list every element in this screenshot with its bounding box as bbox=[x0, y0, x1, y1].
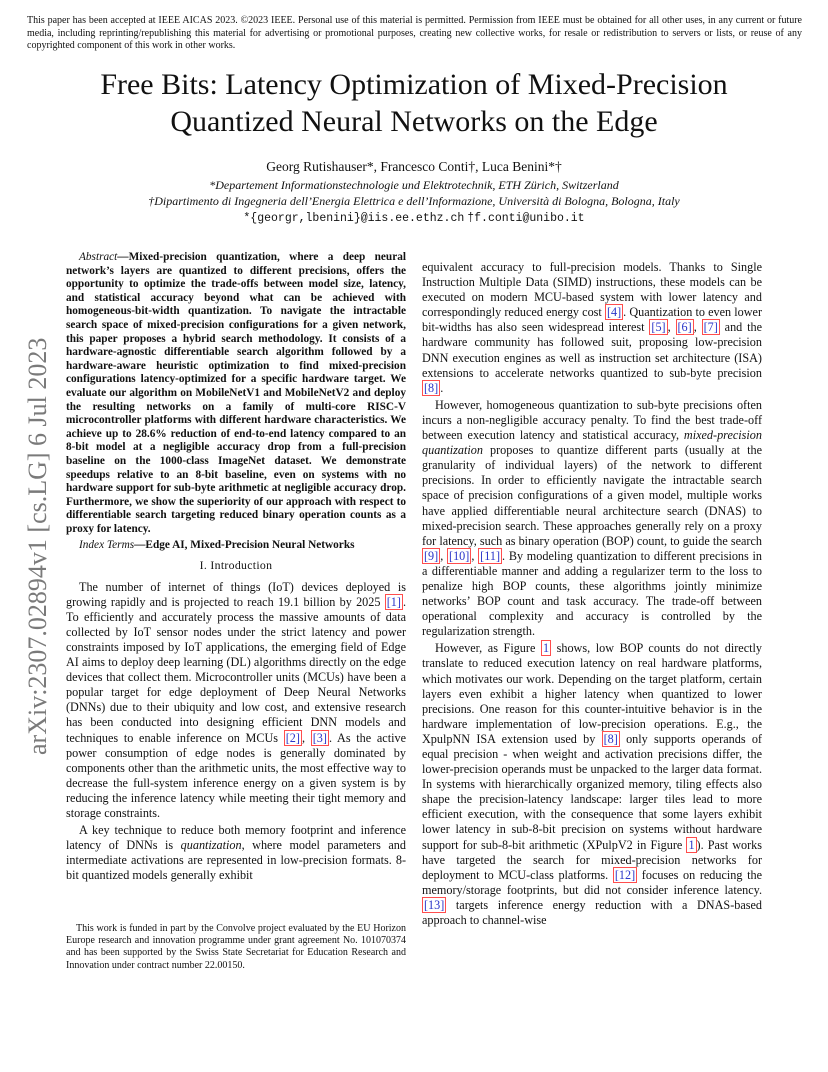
citation-link[interactable]: [4] bbox=[606, 305, 622, 320]
arxiv-identifier[interactable]: arXiv:2307.02894v1 [cs.LG] 6 Jul 2023 bbox=[23, 337, 52, 755]
text-run: However, homogeneous quantization to sub-byte precisions often incurs a non-negligible accuracy penalty. To find the best trade-off between execution latency and statistical accuracy, bbox=[422, 397, 762, 443]
citation-link[interactable]: [7] bbox=[703, 320, 718, 335]
text-run: A key technique to reduce both memory footprint and inference latency of DNNs is bbox=[66, 823, 406, 853]
affiliation-unibo: †Dipartimento di Ingegneria dell’Energia Elettrica e dell’Informazione, Università di Bologna, Bologna, Italy bbox=[148, 194, 680, 208]
title-line-2: Quantized Neural Networks on the Edge bbox=[170, 105, 658, 138]
intro-paragraph-5 bbox=[422, 641, 762, 928]
citation-link[interactable]: [6] bbox=[677, 320, 692, 335]
index-terms bbox=[66, 538, 406, 552]
abstract bbox=[66, 251, 406, 536]
text-run: shows, low BOP counts do not directly translate to reduced execution latency on real hardware platforms, which motivates our work. Depending on the target platform, certain layers even exhibit a higher latency when quantized to lower precisions. One reason for this counter-intuitive behavior is in the hardware implementation of low-precision operations. E.g., the XpulpNN ISA extension used by bbox=[422, 641, 762, 746]
index-terms-label: Index Terms bbox=[79, 539, 135, 552]
citation-link[interactable]: [8] bbox=[603, 731, 618, 746]
citation-link[interactable]: [5] bbox=[651, 320, 666, 335]
text-run: ). Past works have targeted the search for mixed-precision networks for deployment to MCU-class platforms. bbox=[422, 837, 763, 882]
intro-paragraph-4: However, homogeneous quantization to sub-byte precisions often incurs a non-negligible accuracy penalty. To find the best trade-off between execution latency and statistical accuracy, mixed-precision quantization proposes to quantize different parts (usually at the granularity of individual layers) of the network to different precisions. In order to efficiently navigate the intractable search space of precision configurations of a given model, multiple works have applied differentiable neural architecture search (DNAS) to mixed-precision search. These approaches generally rely on a proxy for latency, such as binary operation (BOP) count, to guide the search [9] , [10] , [11] . By modeling quantization to different precisions in a differentiable manner and adding a regularizer term to the loss to penalize high BOP counts, these algorithms jointly minimize networks’ BOP count and task accuracy. The trade-off between operational complexity and accuracy is controlled by the regularization strength. bbox=[422, 397, 762, 639]
text-run: , where model parameters and intermediate activations are represented in low-precision formats. 8-bit quantized models generally exhibit bbox=[66, 838, 406, 883]
text-run: equivalent accuracy to full-precision models. Thanks to Single Instruction Multiple Data (SIMD) instructions, these models can be executed on modern MCU-based system with lower latency and correspondingly reduced energy cost bbox=[422, 260, 762, 320]
intro-paragraph-1: The number of internet of things (IoT) devices deployed is growing rapidly and is projected to reach 19.1 billion by 2025 [1] . To efficiently and accurately process the massive amounts of data collected by IoT sensor nodes under the strict latency and power constraints imposed by IoT applications, the emerging field of Edge AI aims to deploy deep learning (DL) algorithms directly on the edge devices that collect them. Microcontroller units (MCUs) have been a popular target for edge deployment of Deep Neural Networks (DNNs) due to their ubiquity and low cost, and extensive research has been conducted into designing efficient DNN models and techniques to enable inference on MCUs [2] , [3] . As the active power consumption of edge nodes is generally dominated by components other than the arithmetic units, the most effective way to decrease the full-system inference energy on a given system is by reducing the inference latency while meeting their tight memory and storage constraints. bbox=[66, 579, 406, 820]
affiliation-eth: *Departement Informationstechnologie und Elektrotechnik, ETH Zürich, Switzerland bbox=[209, 178, 619, 192]
title-line-1: Free Bits: Latency Optimization of Mixed-Precision bbox=[100, 68, 728, 101]
email-unibo[interactable]: †f.conti@unibo.it bbox=[467, 212, 585, 225]
right-column bbox=[422, 260, 762, 930]
text-run: . As the active power consumption of edge nodes is generally dominated by components other than the arithmetic units, the most effective way to decrease the full-system inference energy on a given system is by reducing the inference latency while meeting their tight memory and storage constraints. bbox=[66, 730, 406, 820]
emphasis: mixed-precision quantization bbox=[422, 428, 762, 458]
text-run: focuses on reducing the memory/storage footprints, but did not consider inference latency. bbox=[422, 867, 762, 897]
left-column bbox=[66, 251, 406, 885]
text-run: . By modeling quantization to different precisions in a differentiable manner and adding a regularizer term to the loss to penalize high BOP counts, these algorithms jointly minimize networks’ BOP count and task accuracy. The trade-off between operational complexity and accuracy is controlled by the regularization strength. bbox=[422, 548, 762, 639]
citation-link[interactable]: [1] bbox=[386, 594, 401, 609]
index-terms-text: —Edge AI, Mixed-Precision Neural Networks bbox=[134, 539, 355, 552]
citation-link[interactable]: [12] bbox=[614, 867, 636, 882]
emphasis: quantization bbox=[180, 838, 242, 853]
figure-link[interactable]: 1 bbox=[688, 837, 695, 852]
text-run: targets inference energy reduction with a DNAS-based approach to channel-wise bbox=[422, 897, 762, 928]
paper-title bbox=[0, 66, 828, 140]
citation-link[interactable]: [8] bbox=[424, 380, 439, 395]
citation-link[interactable]: [10] bbox=[449, 548, 470, 563]
author-emails bbox=[0, 210, 828, 226]
citation-link[interactable]: [11] bbox=[480, 548, 501, 563]
copyright-notice: This paper has been accepted at IEEE AICAS 2023. ©2023 IEEE. Personal use of this material is permitted. Permission from IEEE must be obtained for all other uses, in any current or future media, including reprinting/republishing this material for advertising or promotional purposes, creating new collective works, for resale or redistribution to servers or lists, or reuse of any copyrighted component of this work in other works. bbox=[27, 15, 802, 51]
text-run: only supports operands of equal precision - when weight and activation precisions differ, the lower-precision operands must be unpacked to the larger data format. In systems with hierarchically organized memory, tiling effects also shape the precision-latency landscape: larger tiles lead to more efficient execution, with the consequence that some layers exhibit lower latency in sub-8-bit precision on systems without hardware support for sub-8-bit arithmetic (XPulpV2 in Figure bbox=[422, 731, 762, 852]
intro-paragraph-3: equivalent accuracy to full-precision models. Thanks to Single Instruction Multiple Data (SIMD) instructions, these models can be executed on modern MCU-based system with lower latency and correspondingly reduced energy cost [4] . Quantization to even lower bit-widths has also seen widespread interest [5] , [6] , [7] and the hardware community has followed suit, proposing low-precision DNN execution engines as well as instruction set architecture (ISA) extensions to accelerate networks quantized to sub-byte precision [8] . bbox=[422, 260, 763, 395]
text-run: proposes to quantize different parts (usually at the granularity of individual layers) of the network to different precisions. In order to efficiently navigate the intractable search space of precision configurations of a given model, multiple works have applied differentiable neural architecture search (DNAS) to mixed-precision search. These approaches generally rely on a proxy for latency, such as binary operation (BOP) count, to guide the search bbox=[422, 443, 762, 548]
citation-link[interactable]: [2] bbox=[285, 730, 300, 745]
abstract-text: —Mixed-precision quantization, where a deep neural network’s layers are quantized to different precisions, offers the opportunity to optimize the trade-offs between model size, latency, and statistical accuracy beyond what can be achieved with homogeneous-bit-width quantization. To navigate the intractable search space of mixed-precision configurations for a given network, this paper proposes a hybrid search methodology. It consists of a hardware-agnostic differentiable search algorithm followed by a hardware-aware heuristic optimization to find mixed-precision configurations latency-optimized for a specific hardware target. We evaluate our algorithm on MobileNetV1 and MobileNetV2 and deploy the resulting networks on a family of multi-core RISC-V microcontroller platforms with different hardware characteristics. We achieve up to 28.6% reduction of end-to-end latency compared to an 8-bit model at a negligible accuracy drop from a full-precision baseline on the 1000-class ImageNet dataset. We demonstrate speedups relative to an 8-bit baseline, even on systems with no hardware support for sub-byte arithmetic at negligible accuracy drop. Furthermore, we show the superiority of our approach with respect to differentiable search targeting reduced binary operation counts as a proxy for latency. bbox=[66, 251, 406, 535]
citation-link[interactable]: [9] bbox=[424, 548, 439, 563]
figure-link[interactable]: 1 bbox=[542, 641, 550, 656]
abstract-label: Abstract bbox=[79, 251, 118, 263]
email-eth[interactable]: *{georgr,lbenini}@iis.ee.ethz.ch bbox=[243, 212, 465, 225]
text-run: However, as Figure bbox=[435, 641, 541, 656]
citation-link[interactable]: [3] bbox=[312, 730, 327, 745]
text-run: . Quantization to even lower bit-widths has also seen widespread interest bbox=[422, 305, 763, 335]
text-run: and the hardware community has followed suit, proposing low-precision DNN execution engines as well as instruction set architecture (ISA) extensions to accelerate networks quantized to sub-byte precision bbox=[422, 320, 762, 380]
author-list: Georg Rutishauser*, Francesco Conti†, Luca Benini*† bbox=[266, 159, 562, 174]
intro-paragraph-2 bbox=[66, 823, 406, 883]
text-run: The number of internet of things (IoT) devices deployed is growing rapidly and is projected to reach 19.1 billion by 2025 bbox=[66, 579, 406, 609]
citation-link[interactable]: [13] bbox=[424, 897, 445, 912]
funding-footnote: This work is funded in part by the Convolve project evaluated by the EU Horizon Europe research and innovation programme under grant agreement No. 101070374 and has been supported by the Swiss State Secretariat for Education Research and Innovation under contract number 22.00150. bbox=[66, 923, 406, 971]
section-heading: I. Introduction bbox=[199, 558, 273, 573]
text-run: . To efficiently and accurately process the massive amounts of data collected by IoT sensor nodes under the strict latency and power constraints imposed by IoT applications, the emerging field of Edge AI aims to deploy deep learning (DL) algorithms directly on the edge devices that collect them. Microcontroller units (MCUs) have been a popular target for edge deployment of Deep Neural Networks (DNNs) due to their ubiquity and low cost, and extensive research has been conducted into designing efficient DNN models and techniques to enable inference on MCUs bbox=[66, 594, 406, 745]
